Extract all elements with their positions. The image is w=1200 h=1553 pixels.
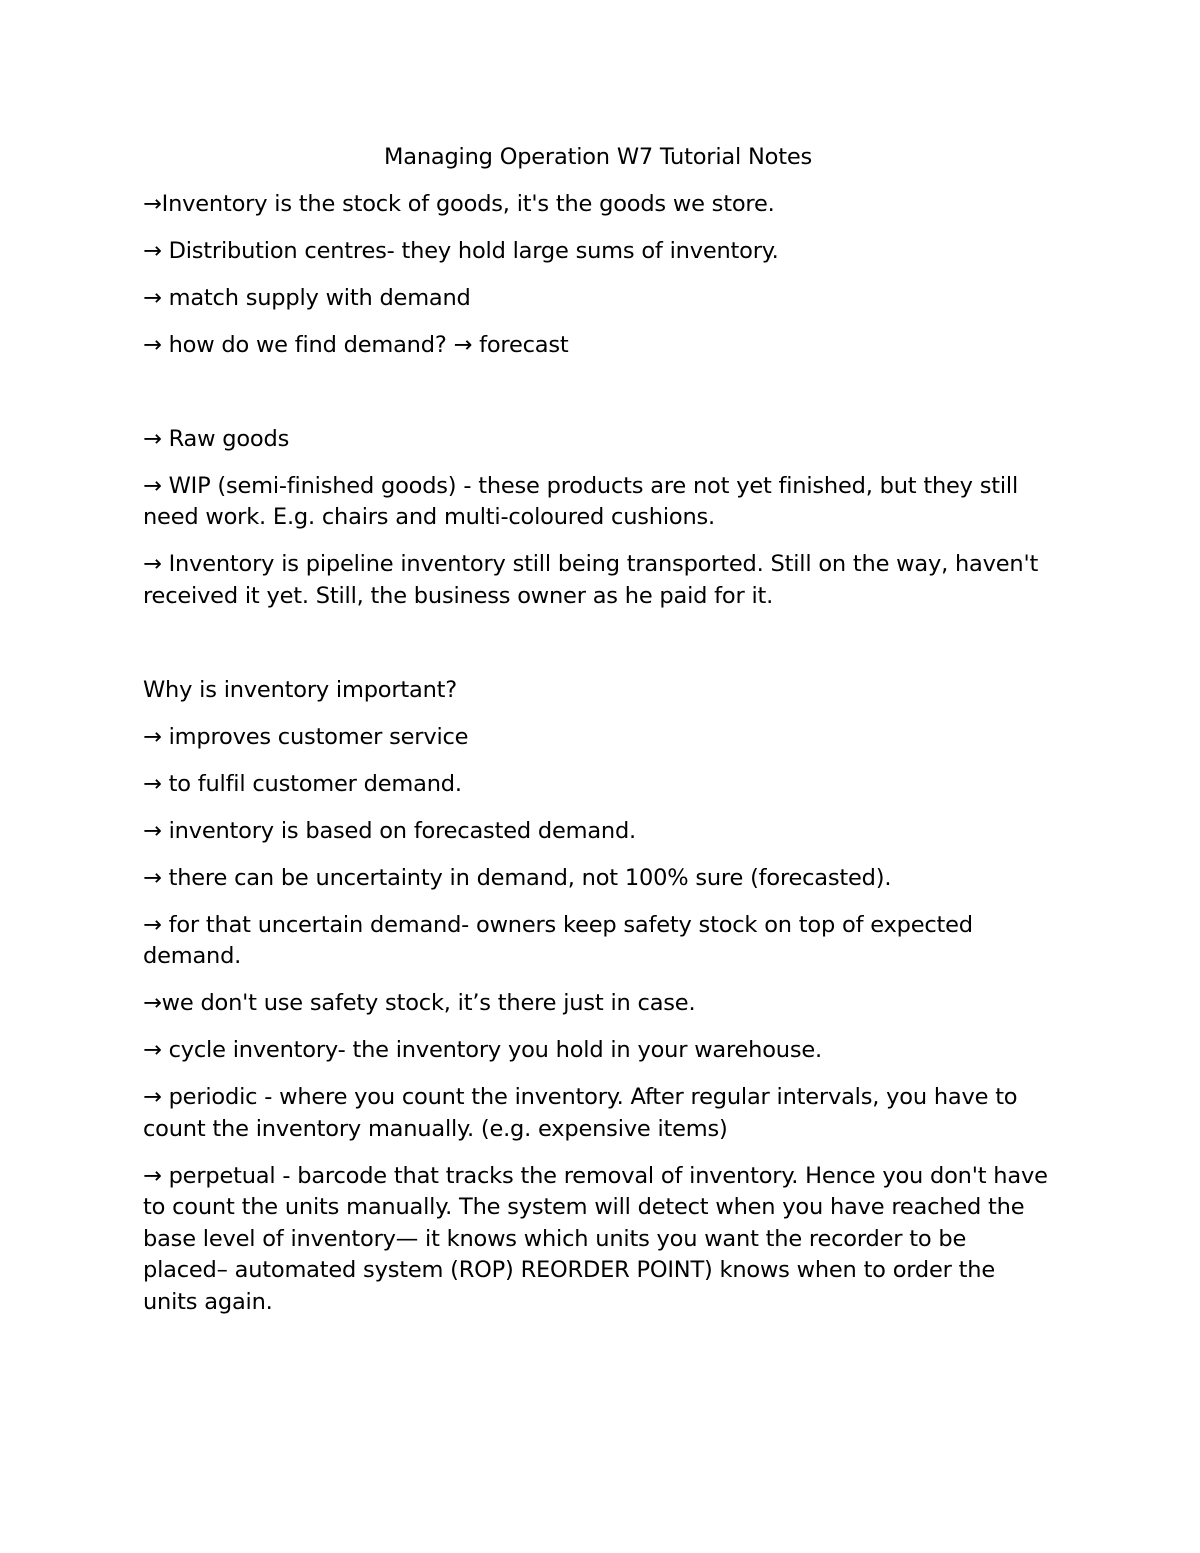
note-uncertainty: → there can be uncertainty in demand, not 100% sure (forecasted).	[143, 864, 892, 891]
note-find-demand: → how do we find demand? → forecast	[143, 331, 569, 358]
note-safety-stock: → for that uncertain demand- owners keep safety stock on top of expected demand.	[143, 911, 973, 969]
section-heading-why-inventory: Why is inventory important?	[143, 676, 458, 703]
note-perpetual: → perpetual - barcode that tracks the removal of inventory. Hence you don't have to count the units manually. The system will detect when you have reached the base level of inventory— it knows which units you want the recorder to be placed– automated system (ROP) REORDER POINT) knows when to order the units again.	[143, 1162, 1048, 1315]
note-wip: → WIP (semi-finished goods) - these products are not yet finished, but they still need work. E.g. chairs and multi-coloured cushions.	[143, 472, 1019, 530]
note-distribution-centres: → Distribution centres- they hold large sums of inventory.	[143, 237, 779, 264]
note-periodic: → periodic - where you count the inventory. After regular intervals, you have to count the inventory manually. (e.g. expensive items)	[143, 1084, 1018, 1142]
note-fulfil-demand: → to fulfil customer demand.	[143, 770, 462, 797]
note-customer-service: → improves customer service	[143, 723, 469, 750]
document-body	[143, 142, 1053, 1334]
note-inventory-definition: →Inventory is the stock of goods, it's the goods we store.	[143, 190, 775, 217]
note-safety-stock-use: →we don't use safety stock, it’s there just in case.	[143, 990, 696, 1016]
note-pipeline-inventory: → Inventory is pipeline inventory still being transported. Still on the way, haven't received it yet. Still, the business owner as he paid for it.	[143, 551, 1039, 609]
note-cycle-inventory: → cycle inventory- the inventory you hold in your warehouse.	[143, 1037, 822, 1063]
note-forecasted-demand: → inventory is based on forecasted demand.	[143, 817, 637, 844]
note-match-supply: → match supply with demand	[143, 284, 471, 311]
blank-line	[143, 377, 1053, 424]
document-title: Managing Operation W7 Tutorial Notes	[384, 144, 812, 170]
blank-line	[143, 628, 1053, 675]
note-raw-goods: → Raw goods	[143, 425, 290, 452]
